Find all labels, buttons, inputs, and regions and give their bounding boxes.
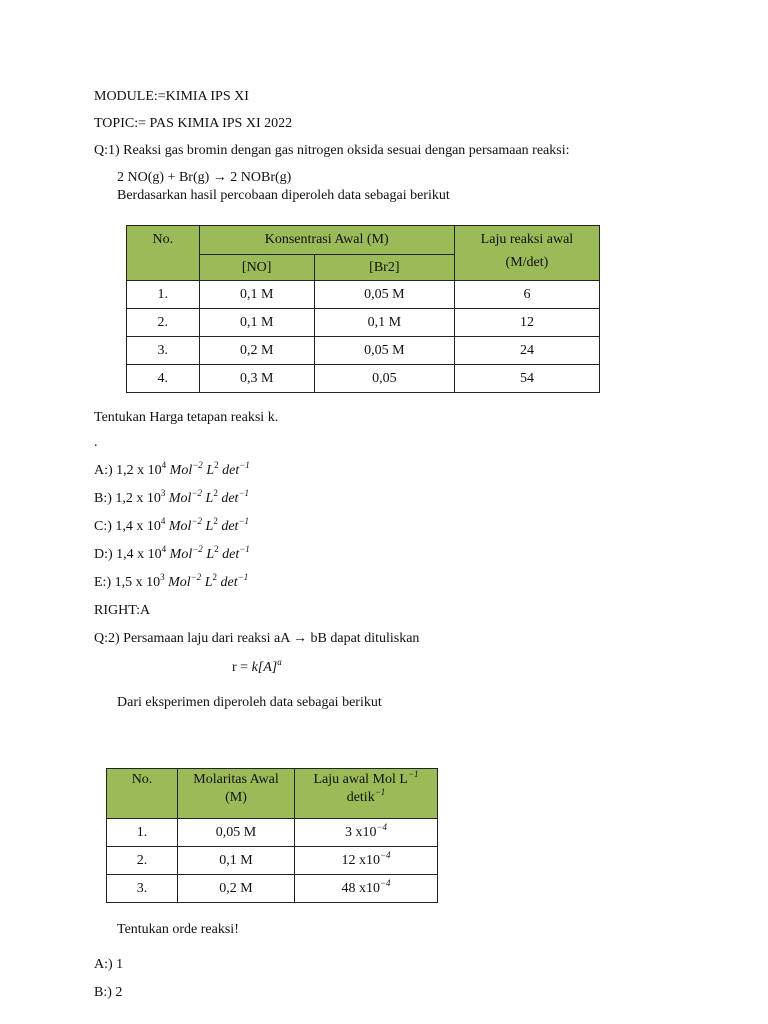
- table-row: [107, 875, 438, 903]
- cell-molarity: 0,2 M: [178, 875, 295, 903]
- cell-no: 4.: [127, 365, 200, 393]
- cell-no-conc: 0,3 M: [199, 365, 314, 393]
- q2-intro: Dari eksperimen diperoleh data sebagai berikut: [117, 695, 382, 710]
- table-header-rate: Laju reaksi awal: [454, 226, 599, 255]
- cell-no: 1.: [127, 281, 200, 309]
- cell-br-conc: 0,1 M: [314, 309, 454, 337]
- table-row: [127, 365, 600, 393]
- q2-task: Tentukan orde reaksi!: [117, 922, 239, 937]
- cell-no-conc: 0,1 M: [199, 281, 314, 309]
- cell-molarity: 0,1 M: [178, 847, 295, 875]
- q1-question: Q:1) Reaksi gas bromin dengan gas nitrogen oksida sesuai dengan persamaan reaksi:: [94, 143, 570, 158]
- table-subheader-br2: [Br2]: [314, 255, 454, 281]
- table-row: [127, 281, 600, 309]
- q1-answer: RIGHT:A: [94, 603, 151, 618]
- table-row: [107, 847, 438, 875]
- topic-line: TOPIC:= PAS KIMIA IPS XI 2022: [94, 116, 293, 131]
- table-header-molarity: Molaritas Awal (M): [178, 769, 295, 819]
- cell-rate: 12 $x10^{-4}$: [295, 847, 438, 875]
- q1-equation: 2 NO(g) + Br(g) → 2 NOBr(g): [117, 170, 292, 185]
- q1-task: Tentukan Harga tetapan reaksi k.: [94, 410, 279, 425]
- q2-question: Q:2) Persamaan laju dari reaksi aA → bB dapat dituliskan: [94, 631, 420, 646]
- q1-option-a: A:) 1,2 x $10^4$ Mol$^{-2}$ $L^2$ $\det^{-1}$: [94, 460, 250, 478]
- table-header-no-cont: [127, 255, 200, 281]
- cell-no: 1.: [107, 819, 178, 847]
- cell-no-conc: 0,2 M: [199, 337, 314, 365]
- table-header-no: No.: [107, 769, 178, 819]
- table-row: [127, 309, 600, 337]
- table-row: [107, 819, 438, 847]
- q2-option-b: B:) 2: [94, 985, 123, 1000]
- q1-option-c: C:) 1,4 x $10^4$ Mol$^{-2}$ $L^2$ $\det^{-1}$: [94, 516, 250, 534]
- cell-rate: 54: [454, 365, 599, 393]
- q1-option-d: D:) 1,4 x $10^4$ Mol$^{-2}$ $L^2$ $\det^{-1}$: [94, 544, 250, 562]
- cell-br-conc: 0,05 M: [314, 281, 454, 309]
- table-header-rate: Laju awal Mol $L^{-1}$ detik$^{-1}$: [295, 769, 438, 819]
- cell-rate: 12: [454, 309, 599, 337]
- cell-no-conc: 0,1 M: [199, 309, 314, 337]
- cell-rate: 24: [454, 337, 599, 365]
- table-header-no: No.: [127, 226, 200, 255]
- q1-intro: Berdasarkan hasil percobaan diperoleh data sebagai berikut: [117, 188, 450, 203]
- cell-no: 2.: [107, 847, 178, 875]
- q2-data-table: [106, 768, 438, 903]
- table-header-concentration: Konsentrasi Awal (M): [199, 226, 454, 255]
- cell-rate: 48 $x10^{-4}$: [295, 875, 438, 903]
- table-header-rate-unit: (M/det): [454, 255, 599, 281]
- table-row: [127, 337, 600, 365]
- q2-option-a: A:) 1: [94, 957, 124, 972]
- cell-rate: 6: [454, 281, 599, 309]
- cell-rate: 3 $x10^{-4}$: [295, 819, 438, 847]
- q1-option-e: E:) 1,5 x $10^3$ Mol$^{-2}$ $L^2$ $\det^{-1}$: [94, 572, 249, 590]
- table-subheader-no: [NO]: [199, 255, 314, 281]
- cell-br-conc: 0,05 M: [314, 337, 454, 365]
- cell-no: 3.: [107, 875, 178, 903]
- q1-dot: .: [94, 435, 98, 450]
- cell-no: 3.: [127, 337, 200, 365]
- q1-option-b: B:) 1,2 x $10^3$ Mol$^{-2}$ $L^2$ $\det^{-1}$: [94, 488, 250, 506]
- module-line: MODULE:=KIMIA IPS XI: [94, 89, 249, 104]
- cell-molarity: 0,05 M: [178, 819, 295, 847]
- cell-no: 2.: [127, 309, 200, 337]
- cell-br-conc: 0,05: [314, 365, 454, 393]
- q1-data-table: [126, 225, 600, 393]
- q2-formula: $r = k[A]^a$: [232, 657, 282, 675]
